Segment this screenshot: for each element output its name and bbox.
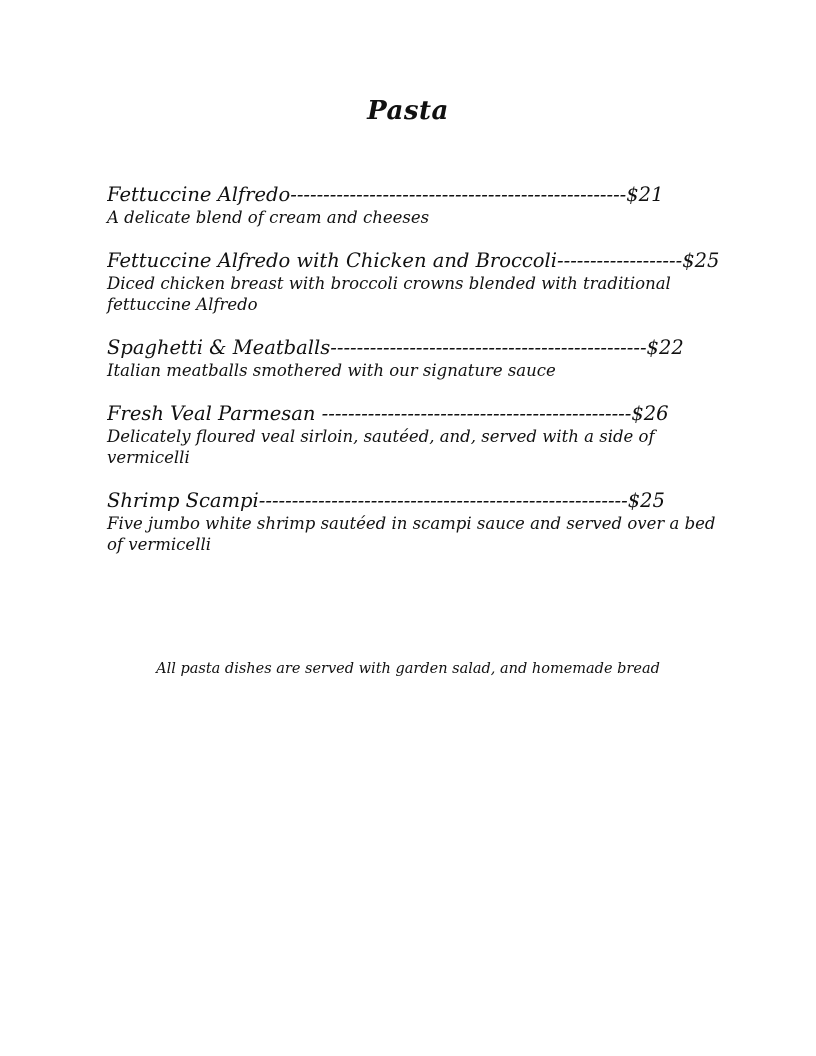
menu-list <box>107 182 719 555</box>
menu-item-description: Five jumbo white shrimp sautéed in scampi sauce and served over a bed of vermicelli <box>107 514 716 554</box>
menu-item <box>107 401 719 468</box>
page-title: Pasta <box>367 96 449 126</box>
menu-item <box>107 182 719 228</box>
menu-item-line: Fettuccine Alfredo---------------------------------------------------$21 <box>107 183 664 206</box>
menu-item-description: Delicately floured veal sirloin, sautéed, and, served with a side of vermicelli <box>107 427 655 467</box>
menu-item <box>107 488 719 555</box>
menu-item-line: Spaghetti & Meatballs------------------------------------------------$22 <box>107 336 684 359</box>
menu-item-description: Diced chicken breast with broccoli crowns blended with traditional fettuccine Alfredo <box>107 274 671 314</box>
footer-note: All pasta dishes are served with garden salad, and homemade bread <box>156 661 660 677</box>
menu-item-description: A delicate blend of cream and cheeses <box>107 208 430 227</box>
menu-item-description: Italian meatballs smothered with our signature sauce <box>107 361 556 380</box>
menu-item-line: Fresh Veal Parmesan -----------------------------------------------$26 <box>107 402 669 425</box>
menu-item-line: Shrimp Scampi--------------------------------------------------------$25 <box>107 489 665 512</box>
menu-item <box>107 248 719 315</box>
menu-item-line: Fettuccine Alfredo with Chicken and Broccoli-------------------$25 <box>107 249 719 272</box>
menu-item <box>107 335 719 381</box>
